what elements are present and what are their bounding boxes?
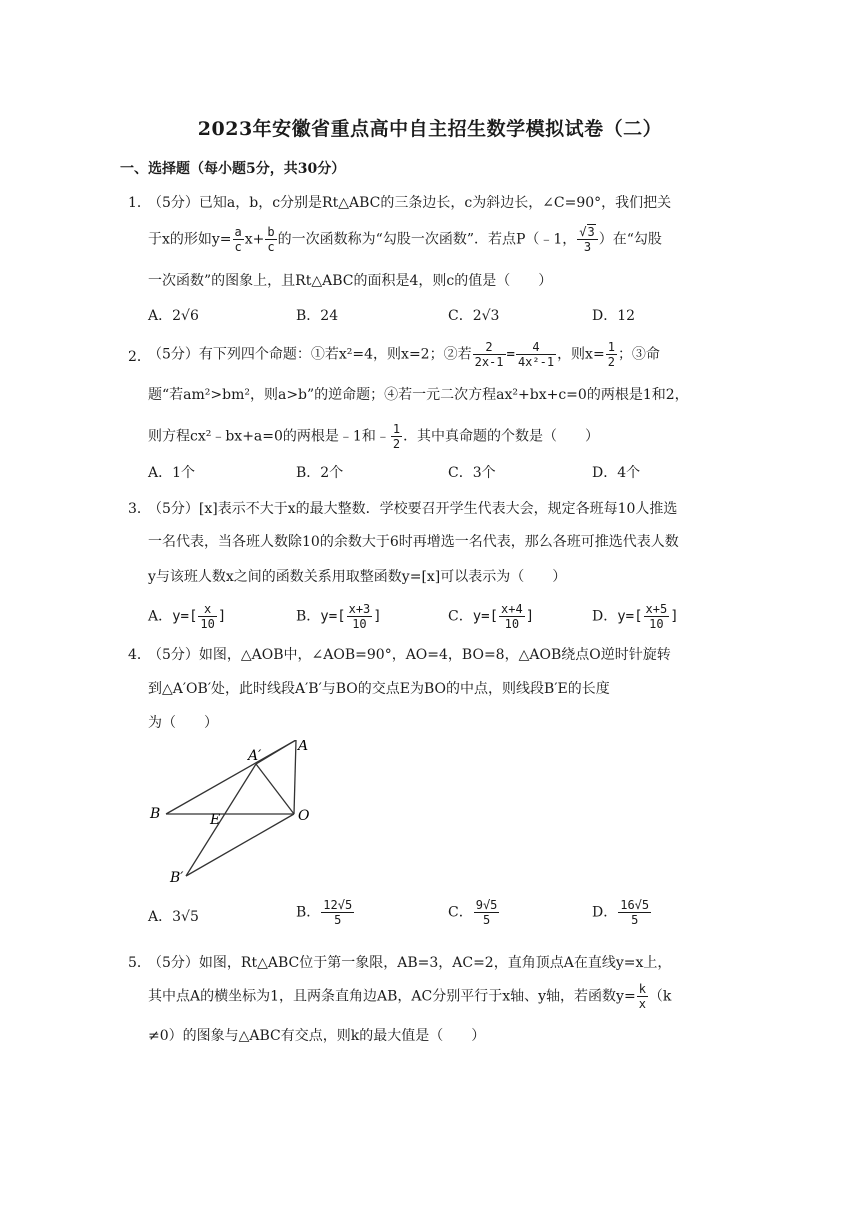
fraction-1-over-2: $\frac{1}{2}$ — [607, 340, 615, 369]
label-B: B — [150, 806, 161, 822]
segment-OB1 — [186, 814, 294, 876]
fraction-k-over-x: $\frac{k}{x}$ — [638, 982, 646, 1011]
label-A-prime: A′ — [248, 748, 262, 764]
question-1-line-2: 于x的形如y= $\frac{a}{c}$ x+ $\frac{b}{c}$ 的一次函数称为“勾股一次函数”．若点P（﹣1， $\frac{√3}{3}$ ）在“勾股 — [148, 225, 662, 254]
q4-option-a[interactable]: A．3√5 — [148, 909, 199, 925]
question-4-number: 4． — [128, 647, 151, 663]
q4-option-d[interactable] — [592, 898, 652, 927]
label-A: A — [298, 740, 309, 754]
question-2-line-1: （5分）有下列四个命题：①若x²=4，则x=2；②若 $\frac{2}{2x-1}$ = $\frac{4}{\text{4x²-1}}$ ，则x= $\frac{1}{2}$ ；③命 — [148, 340, 660, 369]
question-2-line-2: 题“若am²>bm²，则a>b”的逆命题；④若一元二次方程ax²+bx+c=0的两根是1和2， — [148, 387, 689, 403]
q4-option-c-fraction: $\frac{9√5}{5}$ — [475, 898, 498, 927]
question-4-line-2: 到△A′OB′处，此时线段A′B′与BO的交点E为BO的中点，则线段B′E的长度 — [148, 681, 610, 697]
fraction-1-over-2-b: $\frac{1}{2}$ — [392, 422, 401, 451]
question-5-line-3: ≠0）的图象与△ABC有交点，则k的最大值是（ ） — [148, 1028, 486, 1044]
q1-option-b[interactable]: B．24 — [296, 308, 339, 324]
q3-option-b[interactable]: B．y=[ $\frac{x+3}{10}$ ] — [296, 602, 382, 631]
segment-AO — [294, 740, 296, 814]
q5-text-a: 其中点A的横坐标为1，且两条直角边AB，AC分别平行于x轴、y轴，若函数y= — [148, 988, 636, 1005]
q1-text-b: 的一次函数称为“勾股一次函数”．若点P（﹣1， — [277, 231, 577, 248]
segment-A1B1 — [186, 764, 256, 876]
q3-option-d-fraction: $\frac{x+5}{10}$ — [645, 602, 668, 631]
q2-option-a[interactable]: A．1个 — [148, 465, 196, 481]
question-3-line-3: y与该班人数x之间的函数关系用取整函数y=[x]可以表示为（ ） — [148, 569, 567, 585]
q1-option-d[interactable]: D．12 — [592, 308, 636, 324]
q3-option-d-label: D． — [592, 608, 618, 625]
q5-text-b: （k — [648, 988, 672, 1005]
section-heading: 一、选择题（每小题5分，共30分） — [120, 161, 346, 177]
segment-A1O — [256, 764, 294, 814]
q3-option-b-fraction: $\frac{x+3}{10}$ — [348, 602, 371, 631]
q1-option-c[interactable]: C．2√3 — [448, 308, 500, 324]
fraction-2-over-2x-1: $\frac{2}{2x-1}$ — [474, 340, 504, 369]
q3-option-a-fraction: $\frac{x}{10}$ — [200, 602, 215, 631]
q3-option-a-label: A． — [148, 608, 173, 625]
q2-option-d[interactable]: D．4个 — [592, 465, 641, 481]
q3-option-a[interactable]: A．y=[ $\frac{x}{10}$ ] — [148, 602, 227, 631]
fraction-b-over-c: $\frac{b}{c}$ — [267, 225, 275, 254]
question-1-line-1: （5分）已知a，b，c分别是Rt△ABC的三条边长，c为斜边长，∠C=90°，我们把关 — [148, 195, 672, 211]
q3-option-c-fraction: $\frac{x+4}{10}$ — [501, 602, 523, 631]
q4-option-b-label: B． — [296, 904, 321, 921]
q2-text-a: （5分）有下列四个命题：①若x²=4，则x=2；②若 — [148, 346, 472, 363]
q4-option-c-label: C． — [448, 904, 473, 921]
q1-text-a: 于x的形如y= — [148, 231, 232, 248]
q2-option-b[interactable]: B．2个 — [296, 465, 344, 481]
question-1-number: 1． — [128, 195, 151, 211]
q4-option-d-fraction: $\frac{16√5}{5}$ — [620, 898, 650, 927]
question-5-line-1: （5分）如图，Rt△ABC位于第一象限，AB=3，AC=2，直角顶点A在直线y=x上， — [148, 955, 672, 971]
q2-text-e: ．其中真命题的个数是（ ） — [403, 428, 600, 445]
q2-text-d: 则方程cx²﹣bx+a=0的两根是﹣1和﹣ — [148, 428, 390, 445]
question-3-line-2: 一名代表，当各班人数除10的余数大于6时再增选一名代表，那么各班可推选代表人数 — [148, 534, 679, 550]
q1-text-c: ）在“勾股 — [598, 231, 662, 248]
triangle-rotation-figure — [148, 740, 314, 884]
q3-option-c-label: C． — [448, 608, 473, 625]
fraction-root3-over-3: $\frac{√3}{3}$ — [577, 225, 597, 254]
q2-text-c: ；③命 — [617, 346, 660, 363]
q3-option-c[interactable]: C．y=[ $\frac{x+4}{10}$ ] — [448, 602, 535, 631]
q4-option-b[interactable] — [296, 898, 355, 927]
q4-option-c[interactable] — [448, 898, 500, 927]
question-2-number: 2． — [128, 349, 151, 365]
fraction-a-over-c: $\frac{a}{c}$ — [234, 225, 242, 254]
segment-A1A — [256, 740, 296, 764]
q4-option-d-label: D． — [592, 904, 618, 921]
q3-option-d[interactable]: D．y=[ $\frac{x+5}{10}$ ] — [592, 602, 679, 631]
label-E: E — [210, 812, 221, 828]
label-B-prime: B′ — [170, 870, 184, 884]
question-4-line-1: （5分）如图，△AOB中，∠AOB=90°，AO=4，BO=8，△AOB绕点O逆时针旋转 — [148, 647, 671, 663]
fraction-4-over-4x2-1: $\frac{4}{\text{4x²-1}}$ — [517, 340, 555, 369]
q2-option-c[interactable]: C．3个 — [448, 465, 496, 481]
page-title: 2023年安徽省重点高中自主招生数学模拟试卷（二） — [197, 118, 663, 140]
question-2-line-3 — [148, 422, 599, 451]
question-5-number: 5． — [128, 955, 151, 971]
label-O: O — [298, 808, 310, 824]
q1-option-a[interactable]: A．2√6 — [148, 308, 199, 324]
question-4-line-3: 为（ ） — [148, 715, 218, 731]
question-3-number: 3． — [128, 501, 151, 517]
q2-text-b: ，则x= — [557, 346, 605, 363]
q4-option-b-fraction: $\frac{12√5}{5}$ — [323, 898, 353, 927]
question-3-line-1: （5分）[x]表示不大于x的最大整数．学校要召开学生代表大会，规定各班每10人推选 — [148, 501, 678, 517]
q3-option-b-label: B． — [296, 608, 321, 625]
question-1-line-3: 一次函数”的图象上，且Rt△ABC的面积是4，则c的值是（ ） — [148, 273, 553, 289]
question-5-line-2 — [148, 982, 671, 1011]
